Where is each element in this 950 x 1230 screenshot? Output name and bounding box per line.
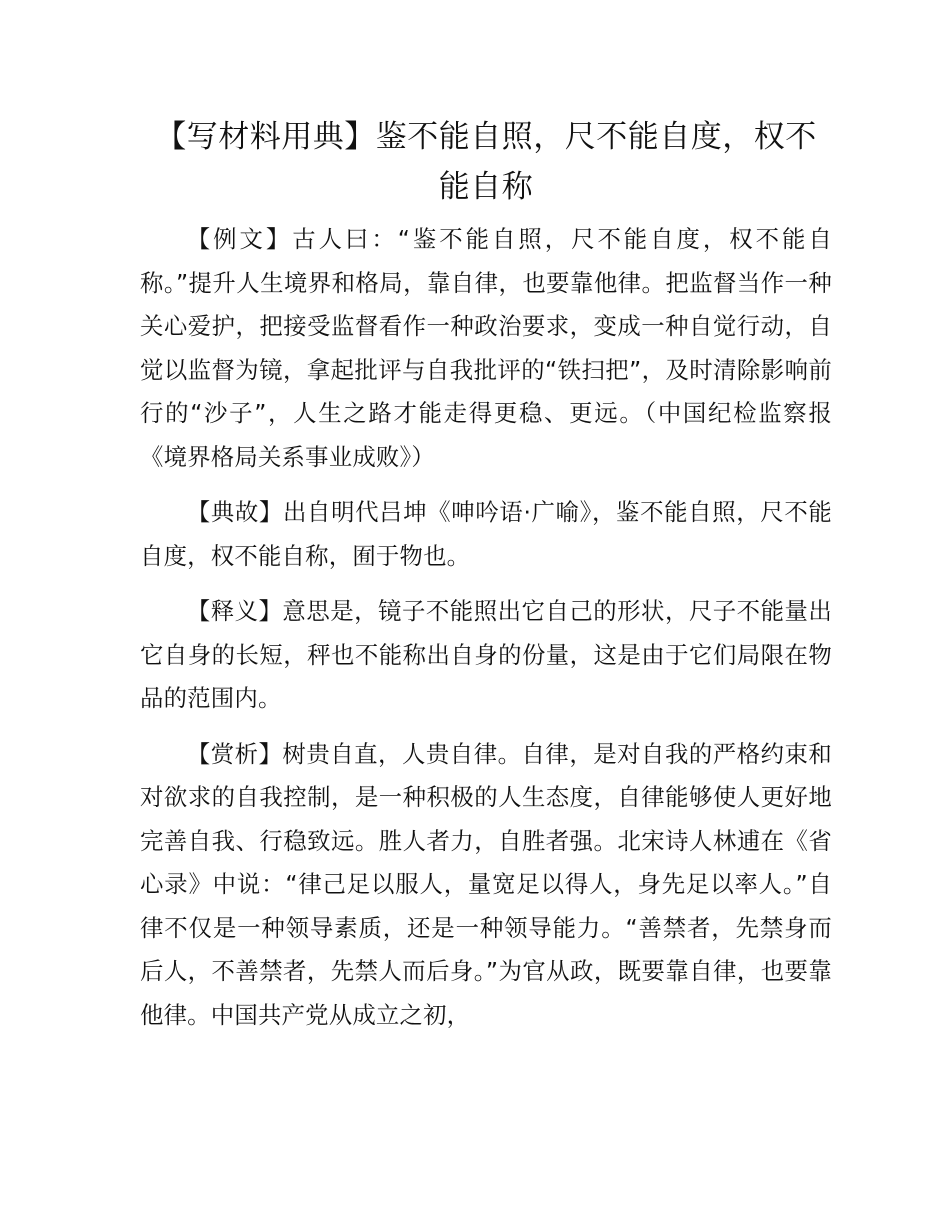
document-page (140, 112, 832, 1049)
paragraph-appreciation: 【赏析】树贵自直，人贵自律。自律，是对自我的严格约束和对欲求的自我控制，是一种积极的人生态度，自律能够使人更好地完善自我、行稳致远。胜人者力，自胜者强。北宋诗人林逋在《省心录》中说：“律己足以服人，量宽足以得人，身先足以率人。”自律不仅是一种领导素质，还是一种领导能力。“善禁者，先禁身而后人，不善禁者，先禁人而后身。”为官从政，既要靠自律，也要靠他律。中国共产党从成立之初， (140, 739, 832, 1029)
paragraph-allusion: 【典故】出自明代吕坤《呻吟语·广喻》，鉴不能自照，尺不能自度，权不能自称，囿于物也。 (140, 498, 832, 570)
document-title: 【写材料用典】鉴不能自照，尺不能自度，权不能自称 (155, 119, 817, 205)
paragraph-meaning: 【释义】意思是，镜子不能照出它自己的形状，尺子不能量出它自身的长短，秤也不能称出自身的份量，这是由于它们局限在物品的范围内。 (140, 597, 832, 712)
paragraph-example: 【例文】古人曰：“鉴不能自照，尺不能自度，权不能自称。”提升人生境界和格局，靠自律，也要靠他律。把监督当作一种关心爱护，把接受监督看作一种政治要求，变成一种自觉行动，自觉以监督为镜，拿起批评与自我批评的“铁扫把”，及时清除影响前行的“沙子”，人生之路才能走得更稳、更远。（中国纪检监察报《境界格局关系事业成败》） (140, 225, 832, 471)
